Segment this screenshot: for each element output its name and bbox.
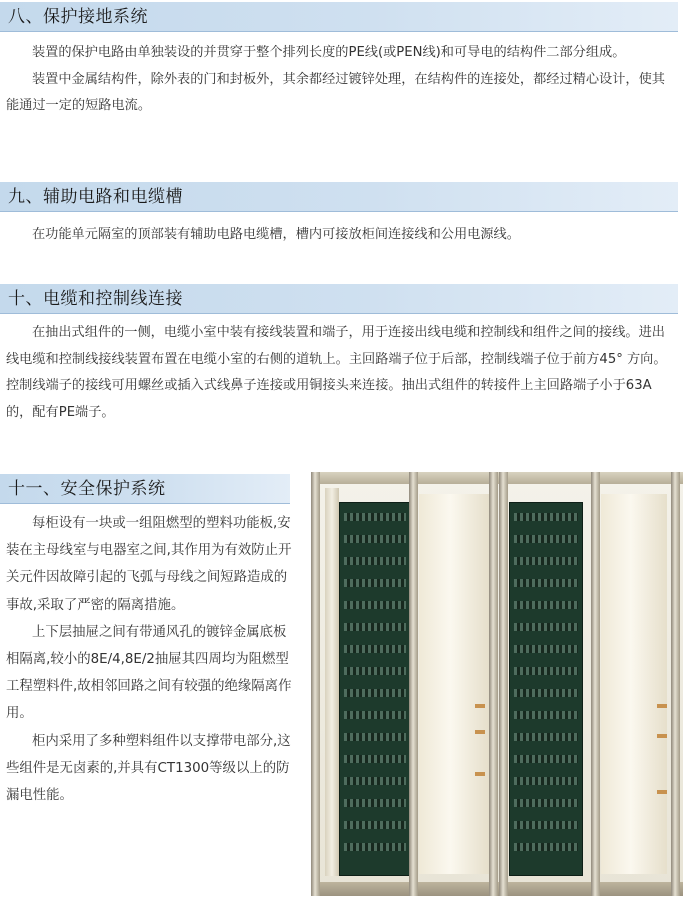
drawer-slot-row: [344, 601, 406, 609]
section-header-protective-grounding: [0, 2, 678, 32]
copper-busbar: [475, 772, 485, 776]
section-header-auxiliary-circuit: [0, 182, 678, 212]
drawer-slot-row: [344, 535, 406, 543]
section-title: 八、保护接地系统: [8, 7, 148, 27]
drawer-slot-row: [514, 821, 578, 829]
section-header-cable-connection: [0, 284, 678, 314]
drawer-slot-row: [514, 843, 578, 851]
section-body-safety-protection: [6, 510, 294, 809]
copper-busbar: [475, 704, 485, 708]
drawer-slot-row: [514, 645, 578, 653]
cabinet-post: [591, 472, 600, 896]
drawer-slot-row: [514, 535, 578, 543]
drawer-slot-row: [344, 799, 406, 807]
switchgear-cabinet-photo: [311, 472, 683, 896]
drawer-slot-row: [514, 689, 578, 697]
paragraph: 装置的保护电路由单独装设的并贯穿于整个排列长度的PE线(或PEN线)和可导电的结构件二部分组成。: [32, 45, 626, 60]
cabinet-post: [311, 472, 320, 896]
drawer-slot-row: [344, 711, 406, 719]
drawer-slot-row: [344, 821, 406, 829]
section-title: 十、电缆和控制线连接: [8, 289, 183, 309]
paragraph: 柜内采用了多种塑料组件以支撑带电部分,这些组件是无卤素的,并具有CT1300等级以上的防漏电性能。: [6, 733, 291, 804]
section-body-protective-grounding: [6, 40, 674, 120]
drawer-slot-row: [514, 777, 578, 785]
drawer-slot-row: [514, 799, 578, 807]
section-title: 十一、安全保护系统: [8, 479, 166, 499]
copper-busbar: [657, 790, 667, 794]
cabinet-post: [489, 472, 498, 896]
drawer-slot-row: [514, 623, 578, 631]
drawer-slot-row: [344, 777, 406, 785]
section-body-auxiliary-circuit: [6, 222, 674, 249]
cabinet-rack-right: [509, 502, 583, 876]
drawer-slot-row: [514, 601, 578, 609]
drawer-slot-row: [344, 843, 406, 851]
paragraph: 在抽出式组件的一侧，电缆小室中装有接线装置和端子，用于连接出线电缆和控制线和组件之间的接线。进出线电缆和控制线接线装置布置在电缆小室的右侧的道轨上。主回路端子位于后部，控制线端子位于前方45° 方向。控制线端子的接线可用螺丝或插入式线鼻子连接或用铜接头来连接。抽出式组件的转接件上主回路端子小于63A的，配有PE端子。: [6, 325, 667, 420]
drawer-slot-row: [514, 579, 578, 587]
drawer-slot-row: [344, 755, 406, 763]
drawer-slot-row: [514, 733, 578, 741]
section-title: 九、辅助电路和电缆槽: [8, 187, 183, 207]
drawer-slot-row: [344, 667, 406, 675]
drawer-slot-row: [514, 667, 578, 675]
cabinet-post: [409, 472, 418, 896]
section-body-cable-connection: [6, 320, 674, 426]
drawer-slot-row: [344, 689, 406, 697]
cabinet-post: [671, 472, 680, 896]
cabinet-panel-left: [419, 494, 489, 874]
drawer-slot-row: [344, 645, 406, 653]
cabinet-post: [499, 472, 508, 896]
paragraph: 在功能单元隔室的顶部装有辅助电路电缆槽，槽内可接放柜间连接线和公用电源线。: [32, 227, 520, 242]
copper-busbar: [657, 734, 667, 738]
drawer-slot-row: [344, 557, 406, 565]
cabinet-panel-right: [601, 494, 667, 874]
cabinet-rack-left: [339, 502, 411, 876]
paragraph: 上下层抽屉之间有带通风孔的镀锌金属底板相隔离,较小的8E/4,8E/2抽屉其四周均为阻燃型工程塑料件,故相邻回路之间有较强的绝缘隔离作用。: [6, 624, 292, 722]
drawer-slot-row: [514, 513, 578, 521]
drawer-slot-row: [344, 513, 406, 521]
drawer-slot-row: [344, 733, 406, 741]
drawer-slot-row: [344, 579, 406, 587]
drawer-slot-row: [514, 711, 578, 719]
cabinet-side-panel: [325, 488, 339, 876]
drawer-slot-row: [514, 755, 578, 763]
drawer-slot-row: [514, 557, 578, 565]
copper-busbar: [657, 704, 667, 708]
section-header-safety-protection: [0, 474, 290, 504]
drawer-slot-row: [344, 623, 406, 631]
paragraph: 每柜设有一块或一组阻燃型的塑料功能板,安装在主母线室与电器室之间,其作用为有效防止开关元件因故障引起的飞弧与母线之间短路造成的事故,采取了严密的隔离措施。: [6, 516, 292, 613]
paragraph: 装置中金属结构件，除外表的门和封板外，其余都经过镀锌处理，在结构件的连接处，都经过精心设计，使其能通过一定的短路电流。: [6, 71, 665, 113]
copper-busbar: [475, 730, 485, 734]
